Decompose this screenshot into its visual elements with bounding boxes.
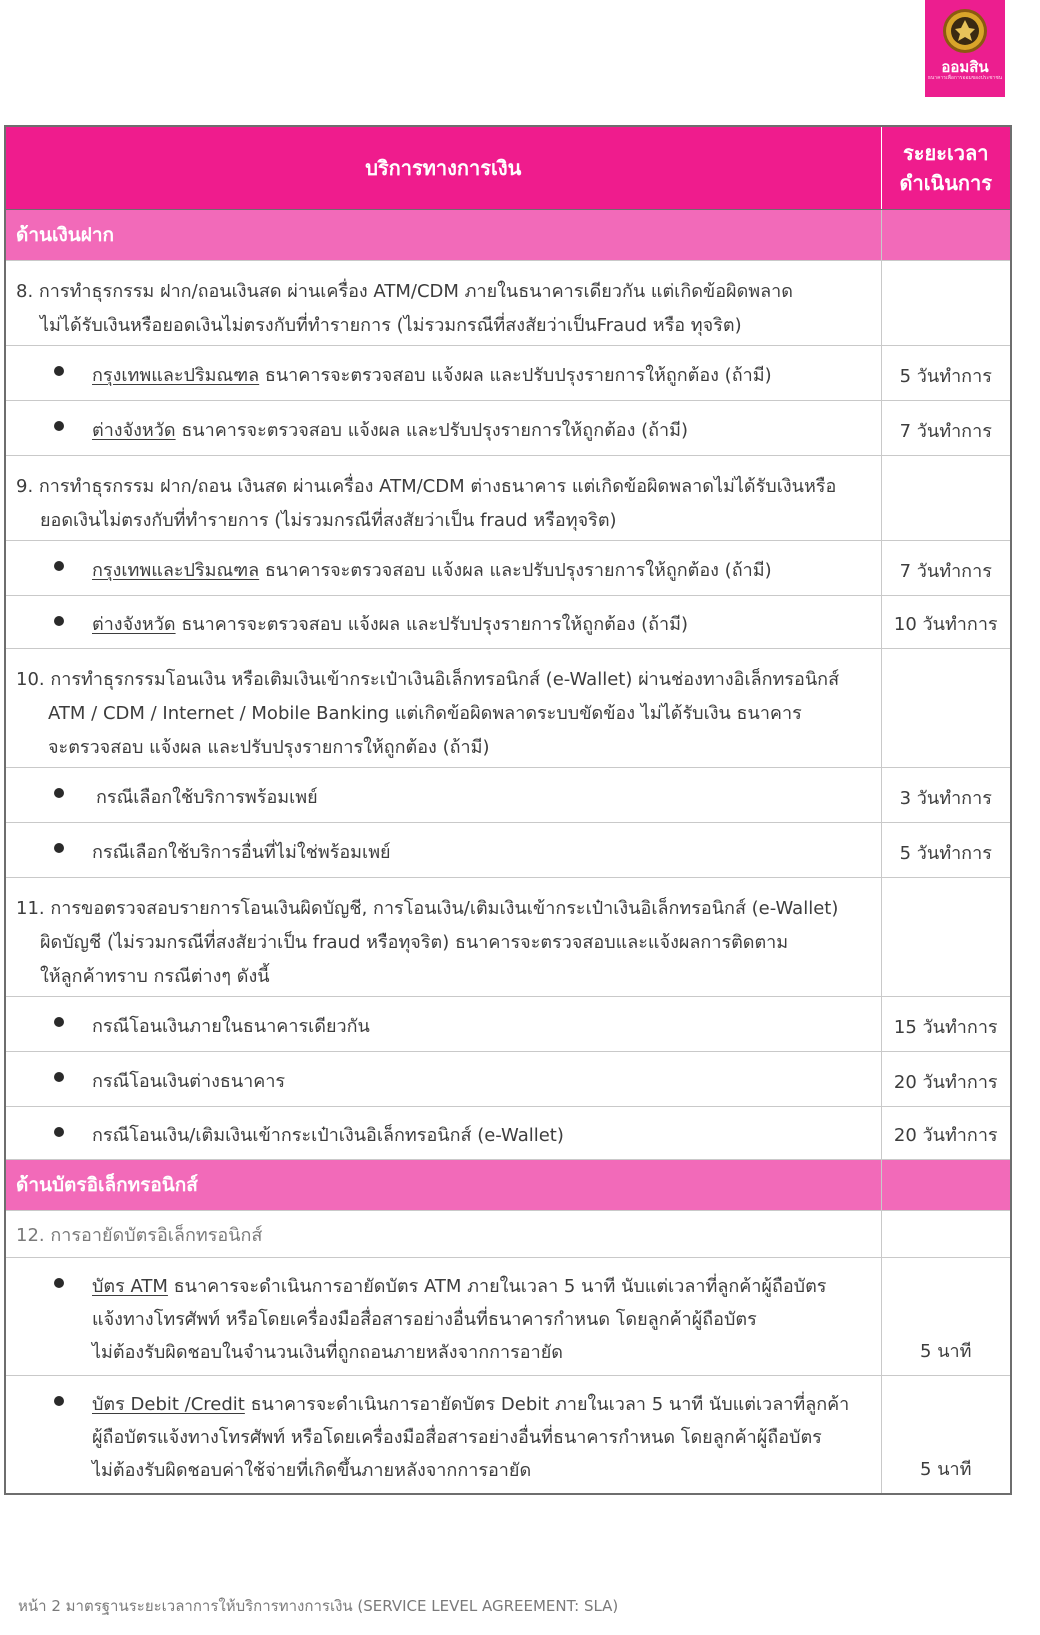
table-header-row — [5, 126, 1011, 210]
section-title-deposit: ด้านเงินฝาก — [5, 210, 881, 261]
header-time-line1: ระยะเวลา — [903, 141, 989, 165]
item11-sub1-time: 15 วันทำการ — [881, 997, 1011, 1052]
section-row-deposit — [5, 210, 1011, 261]
table-row-item8 — [5, 261, 1011, 346]
bullet-icon — [54, 1017, 64, 1027]
table-row-item12-sub2: บัตร Debit /Credit ธนาคารจะดำเนินการอายัดบัตร Debit ภายในเวลา 5 นาที นับแต่เวลาที่ลูกค้า ผู้ถือบัตรแจ้งทางโทรศัพท์ หรือโดยเครื่องมือสื่อสารอย่างอื่นที่ธนาคารกำหนด โดยลูกค้าผู้ถือบัตร ไม่ต้องรับผิดชอบค่าใช้จ่ายที่เกิดขึ้นภายหลังจากการอายัด 5 นาที — [5, 1376, 1011, 1495]
table-row-item8-sub1: กรุงเทพและปริมณฑล ธนาคารจะตรวจสอบ แจ้งผล และปรับปรุงรายการให้ถูกต้อง (ถ้ามี) 5 วันทำการ — [5, 346, 1011, 401]
table-row-item9 — [5, 456, 1011, 541]
item8-description: 8. การทำธุรกรรม ฝาก/ถอนเงินสด ผ่านเครื่อง ATM/CDM ภายในธนาคารเดียวกัน แต่เกิดข้อผิดพลาด ไม่ได้รับเงินหรือยอดเงินไม่ตรงกับที่ทำรายการ (ไม่รวมกรณีที่สงสัยว่าเป็นFraud หรือ ทุจริต) — [5, 261, 881, 346]
bank-seal-icon — [942, 8, 988, 58]
table-row-item9-sub2: ต่างจังหวัด ธนาคารจะตรวจสอบ แจ้งผล และปรับปรุงรายการให้ถูกต้อง (ถ้ามี) 10 วันทำการ — [5, 596, 1011, 649]
bullet-icon — [54, 1127, 64, 1137]
bullet-icon — [54, 1278, 64, 1288]
table-row-item11-sub3: กรณีโอนเงิน/เติมเงินเข้ากระเป๋าเงินอิเล็กทรอนิกส์ (e-Wallet) 20 วันทำการ — [5, 1107, 1011, 1160]
table-row-item12-sub1: บัตร ATM ธนาคารจะดำเนินการอายัดบัตร ATM ภายในเวลา 5 นาที นับแต่เวลาที่ลูกค้าผู้ถือบัตร แจ้งทางโทรศัพท์ หรือโดยเครื่องมือสื่อสารอย่างอื่นที่ธนาคารกำหนด โดยลูกค้าผู้ถือบัตร ไม่ต้องรับผิดชอบในจำนวนเงินที่ถูกถอนภายหลังจากการอายัด 5 นาที — [5, 1258, 1011, 1376]
sla-table — [4, 125, 1012, 1495]
bullet-icon — [54, 561, 64, 571]
table-row-item12 — [5, 1211, 1011, 1258]
table-row-item10-sub1: กรณีเลือกใช้บริการพร้อมเพย์ 3 วันทำการ — [5, 768, 1011, 823]
table-row-item10 — [5, 649, 1011, 768]
table-row-item10-sub2: กรณีเลือกใช้บริการอื่นที่ไม่ใช่พร้อมเพย์ 5 วันทำการ — [5, 823, 1011, 878]
item10-sub2-time: 5 วันทำการ — [881, 823, 1011, 878]
header-time — [881, 126, 1011, 210]
bullet-icon — [54, 1396, 64, 1406]
header-service: บริการทางการเงิน — [5, 126, 881, 210]
table-row-item8-sub2: ต่างจังหวัด ธนาคารจะตรวจสอบ แจ้งผล และปรับปรุงรายการให้ถูกต้อง (ถ้ามี) 7 วันทำการ — [5, 401, 1011, 456]
table-row-item9-sub1: กรุงเทพและปริมณฑล ธนาคารจะตรวจสอบ แจ้งผล และปรับปรุงรายการให้ถูกต้อง (ถ้ามี) 7 วันทำการ — [5, 541, 1011, 596]
item12-sub1-time: 5 นาที — [881, 1258, 1011, 1376]
bullet-icon — [54, 616, 64, 626]
section-row-card — [5, 1160, 1011, 1211]
bank-brand-name: ออมสิน — [941, 58, 989, 76]
item8-sub1-time: 5 วันทำการ — [881, 346, 1011, 401]
page-footer: หน้า 2 มาตรฐานระยะเวลาการให้บริการทางการเงิน (SERVICE LEVEL AGREEMENT: SLA) — [18, 1597, 619, 1615]
table-row-item11-sub2: กรณีโอนเงินต่างธนาคาร 20 วันทำการ — [5, 1052, 1011, 1107]
bullet-icon — [54, 843, 64, 853]
table-row-item11-sub1: กรณีโอนเงินภายในธนาคารเดียวกัน 15 วันทำการ — [5, 997, 1011, 1052]
item12-description: 12. การอายัดบัตรอิเล็กทรอนิกส์ — [5, 1211, 881, 1258]
table-row-item11 — [5, 878, 1011, 997]
item9-sub2-time: 10 วันทำการ — [881, 596, 1011, 649]
bullet-icon — [54, 788, 64, 798]
item9-description: 9. การทำธุรกรรม ฝาก/ถอน เงินสด ผ่านเครื่อง ATM/CDM ต่างธนาคาร แต่เกิดข้อผิดพลาดไม่ได้รับเงินหรือ ยอดเงินไม่ตรงกับที่ทำรายการ (ไม่รวมกรณีที่สงสัยว่าเป็น fraud หรือทุจริต) — [5, 456, 881, 541]
item11-sub3-time: 20 วันทำการ — [881, 1107, 1011, 1160]
section-title-card: ด้านบัตรอิเล็กทรอนิกส์ — [5, 1160, 881, 1211]
bullet-icon — [54, 421, 64, 431]
bullet-icon — [54, 1072, 64, 1082]
bank-tagline: ธนาคารเพื่อการออมของประชาชน — [927, 75, 1003, 81]
bank-logo — [925, 0, 1005, 97]
item9-sub1-time: 7 วันทำการ — [881, 541, 1011, 596]
item11-description: 11. การขอตรวจสอบรายการโอนเงินผิดบัญชี, การโอนเงิน/เติมเงินเข้ากระเป๋าเงินอิเล็กทรอนิกส์ (e-Wallet) ผิดบัญชี (ไม่รวมกรณีที่สงสัยว่าเป็น fraud หรือทุจริต) ธนาคารจะตรวจสอบและแจ้งผลการติดตาม ให้ลูกค้าทราบ กรณีต่างๆ ดังนี้ — [5, 878, 881, 997]
item8-sub2-time: 7 วันทำการ — [881, 401, 1011, 456]
item10-sub1-time: 3 วันทำการ — [881, 768, 1011, 823]
item12-sub2-time: 5 นาที — [881, 1376, 1011, 1495]
bullet-icon — [54, 366, 64, 376]
item10-description: 10. การทำธุรกรรมโอนเงิน หรือเติมเงินเข้ากระเป๋าเงินอิเล็กทรอนิกส์ (e-Wallet) ผ่านช่องทางอิเล็กทรอนิกส์ ATM / CDM / Internet / Mobile Banking แต่เกิดข้อผิดพลาดระบบขัดข้อง ไม่ได้รับเงิน ธนาคาร จะตรวจสอบ แจ้งผล และปรับปรุงรายการให้ถูกต้อง (ถ้ามี) — [5, 649, 881, 768]
header-time-line2: ดำเนินการ — [899, 171, 992, 195]
item11-sub2-time: 20 วันทำการ — [881, 1052, 1011, 1107]
